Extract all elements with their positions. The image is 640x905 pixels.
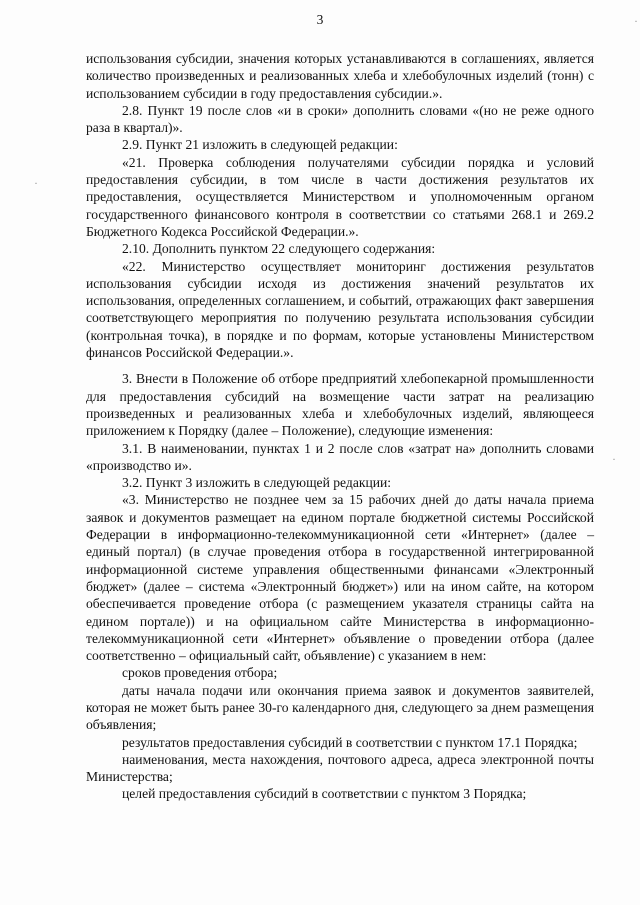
paragraph-7: 3. Внести в Положение об отборе предприятий хлебопекарной промышленности для предоставления субсидий на возмещение части затрат на реализацию произведенных и реализованных хлеба и хлебобулочных изделий, являющееся приложением к Порядку (далее – Положение), следующие изменения:	[86, 371, 594, 439]
paragraph-10: «3. Министерство не позднее чем за 15 рабочих дней до даты начала приема заявок и документов размещает на едином портале бюджетной системы Российской Федерации в информационно-телекоммуникационной сети «Интернет» (далее – единый портал) (в случае проведения отбора в государственной интегрированной информационной системе управления общественными финансами «Электронный бюджет» (далее – система «Электронный бюджет») или на ином сайте, на котором обеспечивается проведение отбора (с размещением указателя страницы сайта на едином портале)) и на официальном сайте Министерства в информационно-телекоммуникационной сети «Интернет» объявление о проведении отбора (далее соответственно – официальный сайт, объявление) с указанием в нем:	[86, 492, 594, 664]
paragraph-12: даты начала подачи или окончания приема заявок и документов заявителей, которая не может быть ранее 30-го календарного дня, следующего за днем размещения объявления;	[86, 682, 594, 733]
paragraph-2: 2.8. Пункт 19 после слов «и в сроки» дополнить словами «(но не реже одного раза в квартал)».	[86, 102, 594, 136]
scan-speck: ·	[612, 452, 616, 466]
scan-speck: ·	[634, 14, 638, 28]
paragraph-13: результатов предоставления субсидий в соответствии с пунктом 17.1 Порядка;	[122, 734, 578, 750]
scan-speck: ·	[34, 176, 38, 190]
paragraph-1: использования субсидии, значения которых устанавливаются в соглашениях, является количество произведенных и реализованных хлеба и хлебобулочных изделий (тонн) с использованием субсидии в году предоставления субсидии.».	[86, 51, 594, 101]
paragraph-11: сроков проведения отбора;	[122, 665, 278, 681]
document-body	[86, 50, 594, 803]
page-number: 3	[316, 12, 324, 27]
paragraph-4: «21. Проверка соблюдения получателями субсидии порядка и условий предоставления субсидии, в том числе в части достижения результатов их предоставления, осуществляется Министерством и уполномоченным органом государственного финансового контроля в соответствии со статьями 268.1 и 269.2 Бюджетного Кодекса Российской Федерации.».	[86, 154, 594, 239]
paragraph-14: наименования, места нахождения, почтового адреса, адреса электронной почты Министерства;	[86, 751, 594, 785]
paragraph-8: 3.1. В наименовании, пунктах 1 и 2 после слов «затрат на» дополнить словами «производство и».	[86, 440, 594, 473]
paragraph-6: «22. Министерство осуществляет мониторинг достижения результатов использования субсидии исходя из достижения значений результатов их использования, определенных соглашением, и событий, отражающих факт завершения соответствующего мероприятия по получению результата использования субсидии (контрольная точка), в порядке и по формам, которые установлены Министерством финансов Российской Федерации.».	[86, 258, 594, 361]
paragraph-15: целей предоставления субсидий в соответствии с пунктом 3 Порядка;	[122, 786, 527, 802]
paragraph-5: 2.10. Дополнить пунктом 22 следующего содержания:	[122, 241, 436, 257]
paragraph-3: 2.9. Пункт 21 изложить в следующей редакции:	[122, 137, 398, 153]
paragraph-9: 3.2. Пункт 3 изложить в следующей редакции:	[122, 475, 392, 491]
